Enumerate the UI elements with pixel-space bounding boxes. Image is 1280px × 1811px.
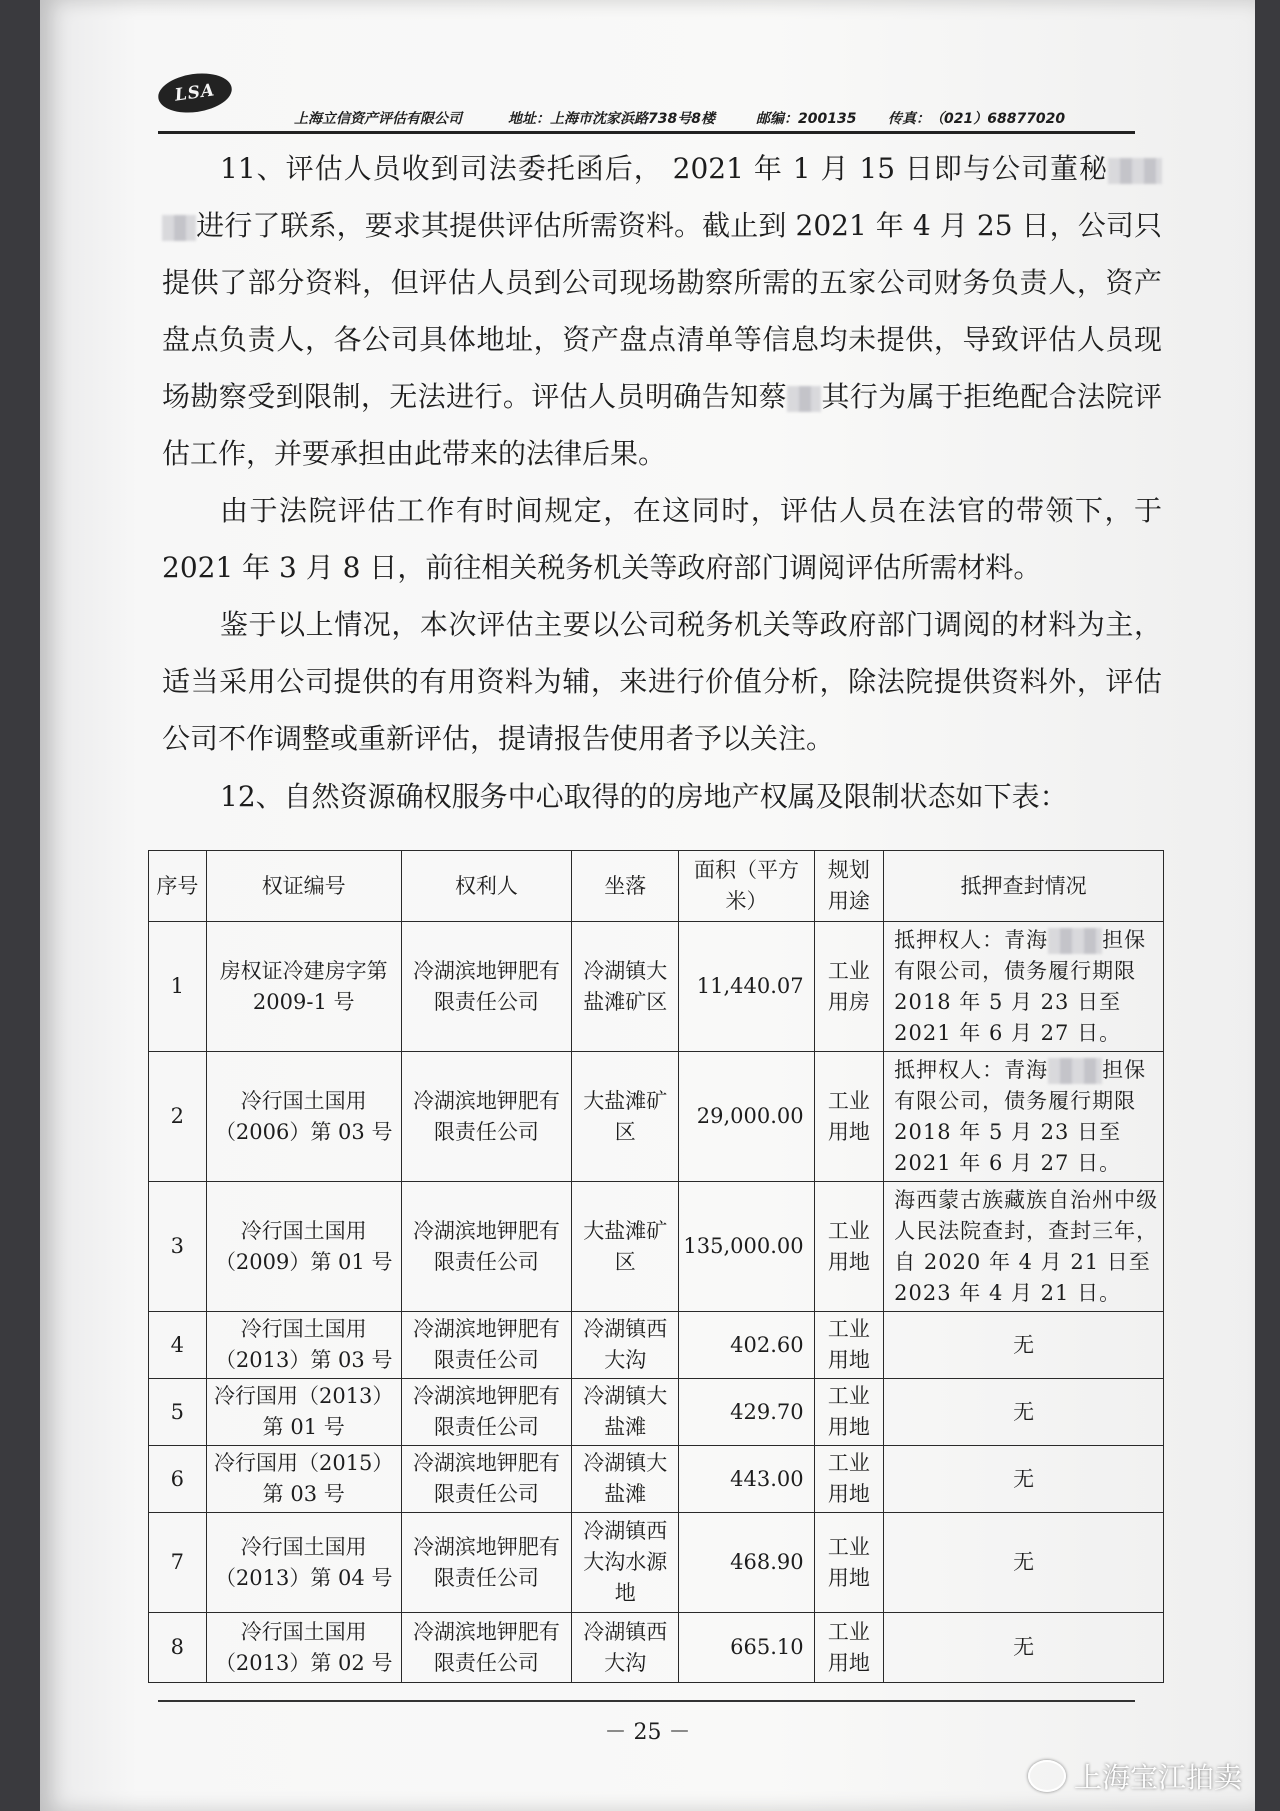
cell-cert: 冷行国用（2015）第 03 号 xyxy=(206,1446,401,1513)
cell-location: 冷湖镇西大沟 xyxy=(572,1312,679,1379)
cell-area: 29,000.00 xyxy=(679,1052,814,1182)
cell-location: 冷湖镇西大沟水源地 xyxy=(572,1513,679,1613)
table-row xyxy=(149,1446,1164,1513)
cell-owner: 冷湖滨地钾肥有限责任公司 xyxy=(401,922,571,1052)
cell-cert: 冷行国土国用（2013）第 04 号 xyxy=(206,1513,401,1613)
cell-area: 402.60 xyxy=(679,1312,814,1379)
cell-owner: 冷湖滨地钾肥有限责任公司 xyxy=(401,1182,571,1312)
cell-lien: 抵押权人：青海 担保有限公司，债务履行期限 2018 年 5 月 23 日至 2021 年 6 月 27 日。 xyxy=(884,1052,1164,1182)
paragraph-11: 11、评估人员收到司法委托函后， 2021 年 1 月 15 日即与公司董秘进行了联系，要求其提供评估所需资料。截止到 2021 年 4 月 25 日，公司只提供了部分资料，但评估人员到公司现场勘察所需的五家公司财务负责人，资产盘点负责人，各公司具体地址，资产盘点清单等信息均未提供，导致评估人员现场勘察受到限制，无法进行。评估人员明确告知蔡 其行为属于拒绝配合法院评估工作，并要承担由此带来的法律后果。 xyxy=(162,152,1162,470)
table-header-row xyxy=(149,851,1164,922)
footer-rule xyxy=(158,1700,1135,1702)
col-header: 权证编号 xyxy=(206,851,401,922)
cell-no: 8 xyxy=(149,1613,207,1683)
redacted-name xyxy=(1048,1058,1102,1084)
cell-cert: 冷行国土国用（2013）第 03 号 xyxy=(206,1312,401,1379)
cell-lien: 无 xyxy=(884,1513,1164,1613)
col-header: 规划用途 xyxy=(814,851,884,922)
cell-use: 工业用地 xyxy=(814,1513,884,1613)
table-row xyxy=(149,922,1164,1052)
cell-owner: 冷湖滨地钾肥有限责任公司 xyxy=(401,1513,571,1613)
redacted-name xyxy=(162,215,196,241)
cell-use: 工业用地 xyxy=(814,1613,884,1683)
cell-use: 工业用地 xyxy=(814,1446,884,1513)
watermark-text: 上海宝江拍卖 xyxy=(1073,1761,1242,1794)
cell-no: 6 xyxy=(149,1446,207,1513)
cell-no: 4 xyxy=(149,1312,207,1379)
cell-location: 冷湖镇大盐滩矿区 xyxy=(572,922,679,1052)
table-row xyxy=(149,1613,1164,1683)
cell-no: 7 xyxy=(149,1513,207,1613)
cell-no: 5 xyxy=(149,1379,207,1446)
cell-use: 工业用地 xyxy=(814,1182,884,1312)
table-row xyxy=(149,1513,1164,1613)
cell-lien: 无 xyxy=(884,1312,1164,1379)
cell-use: 工业用地 xyxy=(814,1052,884,1182)
cell-lien: 无 xyxy=(884,1613,1164,1683)
table-row xyxy=(149,1182,1164,1312)
col-header: 权利人 xyxy=(401,851,571,922)
cell-owner: 冷湖滨地钾肥有限责任公司 xyxy=(401,1446,571,1513)
cell-no: 1 xyxy=(149,922,207,1052)
cell-cert: 冷行国土国用（2009）第 01 号 xyxy=(206,1182,401,1312)
document-page xyxy=(40,0,1255,1811)
cell-location: 大盐滩矿区 xyxy=(572,1052,679,1182)
cell-no: 2 xyxy=(149,1052,207,1182)
cell-lien: 海西蒙古族藏族自治州中级人民法院查封，查封三年，自 2020 年 4 月 21 日至 2023 年 4 月 21 日。 xyxy=(884,1182,1164,1312)
company-logo: LSA xyxy=(156,69,235,117)
cell-area: 443.00 xyxy=(679,1446,814,1513)
paragraph-12: 12、自然资源确权服务中心取得的的房地产权属及限制状态如下表： xyxy=(220,780,1068,813)
redacted-name xyxy=(1048,928,1102,954)
cell-use: 工业用房 xyxy=(814,922,884,1052)
paragraph-evaluation-basis: 鉴于以上情况，本次评估主要以公司税务机关等政府部门调阅的材料为主，适当采用公司提供的有用资料为辅，来进行价值分析，除法院提供资料外，评估公司不作调整或重新评估，提请报告使用者予以关注。 xyxy=(162,608,1162,755)
header-postcode: 邮编：200135 xyxy=(756,111,857,127)
cell-lien: 无 xyxy=(884,1379,1164,1446)
paragraph-court-visit: 由于法院评估工作有时间规定，在这同时，评估人员在法官的带领下，于 2021 年 3 月 8 日，前往相关税务机关等政府部门调阅评估所需材料。 xyxy=(162,494,1162,584)
col-header: 抵押查封情况 xyxy=(884,851,1164,922)
cell-cert: 房权证冷建房字第 2009-1 号 xyxy=(206,922,401,1052)
cell-owner: 冷湖滨地钾肥有限责任公司 xyxy=(401,1379,571,1446)
cell-cert: 冷行国用（2013）第 01 号 xyxy=(206,1379,401,1446)
col-header: 面积（平方米） xyxy=(679,851,814,922)
cell-location: 大盐滩矿区 xyxy=(572,1182,679,1312)
cell-area: 11,440.07 xyxy=(679,922,814,1052)
cell-area: 468.90 xyxy=(679,1513,814,1613)
table-row xyxy=(149,1052,1164,1182)
cell-location: 冷湖镇西大沟 xyxy=(572,1613,679,1683)
header-rule xyxy=(158,131,1135,134)
redacted-name xyxy=(1108,158,1162,184)
cell-owner: 冷湖滨地钾肥有限责任公司 xyxy=(401,1052,571,1182)
cell-area: 665.10 xyxy=(679,1613,814,1683)
cell-location: 冷湖镇大盐滩 xyxy=(572,1446,679,1513)
col-header: 序号 xyxy=(149,851,207,922)
cell-location: 冷湖镇大盐滩 xyxy=(572,1379,679,1446)
cell-cert: 冷行国土国用（2006）第 03 号 xyxy=(206,1052,401,1182)
redacted-name xyxy=(787,386,821,412)
cell-cert: 冷行国土国用（2013）第 02 号 xyxy=(206,1613,401,1683)
table-row xyxy=(149,1312,1164,1379)
cell-no: 3 xyxy=(149,1182,207,1312)
header-company: 上海立信资产评估有限公司 xyxy=(294,111,462,127)
header-fax: 传真：（021）68877020 xyxy=(888,111,1066,127)
table-row xyxy=(149,1379,1164,1446)
cell-area: 429.70 xyxy=(679,1379,814,1446)
cell-use: 工业用地 xyxy=(814,1312,884,1379)
page-number: － 25 － xyxy=(604,1720,691,1745)
cell-area: 135,000.00 xyxy=(679,1182,814,1312)
wechat-icon xyxy=(1028,1760,1066,1792)
watermark xyxy=(1028,1756,1242,1796)
col-header: 坐落 xyxy=(572,851,679,922)
cell-lien: 抵押权人：青海 担保有限公司，债务履行期限 2018 年 5 月 23 日至 2021 年 6 月 27 日。 xyxy=(884,922,1164,1052)
cell-lien: 无 xyxy=(884,1446,1164,1513)
property-table xyxy=(148,850,1164,1683)
cell-owner: 冷湖滨地钾肥有限责任公司 xyxy=(401,1312,571,1379)
header-address: 地址：上海市沈家浜路738号8楼 xyxy=(508,111,715,127)
cell-owner: 冷湖滨地钾肥有限责任公司 xyxy=(401,1613,571,1683)
cell-use: 工业用地 xyxy=(814,1379,884,1446)
